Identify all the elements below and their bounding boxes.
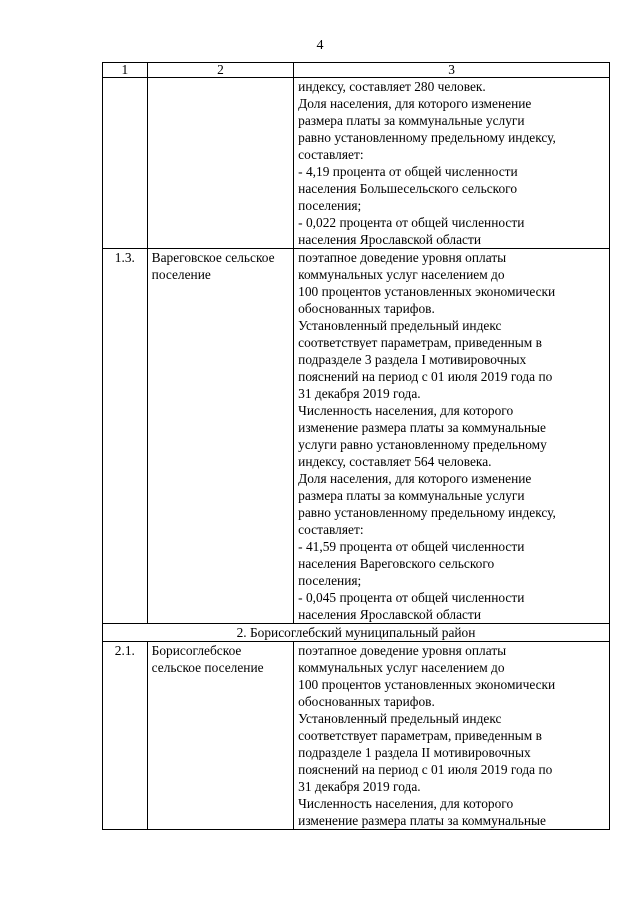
header-col-1: 1 <box>103 63 148 78</box>
description-line: 100 процентов установленных экономически <box>298 284 556 299</box>
settlement-name: Вареговское сельское поселение <box>147 249 293 624</box>
description-line: равно установленному предельному индексу, <box>298 130 556 145</box>
description-line: равно установленному предельному индексу, <box>298 505 556 520</box>
description-line: населения Вареговского сельского <box>298 556 495 571</box>
description-line: составляет: <box>298 147 364 162</box>
description-line: размера платы за коммунальные услуги <box>298 488 525 503</box>
description-line: Численность населения, для которого <box>298 403 514 418</box>
description-line: населения Большесельского сельского <box>298 181 518 196</box>
description-line: 31 декабря 2019 года. <box>298 386 421 401</box>
description-line: поэтапное доведение уровня оплаты <box>298 250 507 265</box>
section-title: 2. Борисоглебский муниципальный район <box>103 624 610 642</box>
section-row <box>103 624 610 642</box>
description-line: населения Ярославской области <box>298 607 481 622</box>
description-line: коммунальных услуг населением до <box>298 267 505 282</box>
table-row <box>103 249 610 624</box>
description-line: услуги равно установленному предельному <box>298 437 547 452</box>
row-number: 1.3. <box>103 249 148 624</box>
description-line: обоснованных тарифов. <box>298 301 435 316</box>
header-col-3: 3 <box>294 63 610 78</box>
description-line: поселения; <box>298 573 362 588</box>
description-line: - 0,022 процента от общей численности <box>298 215 525 230</box>
row-number: 2.1. <box>103 642 148 830</box>
description-line: составляет: <box>298 522 364 537</box>
description-line: пояснений на период с 01 июля 2019 года по <box>298 762 553 777</box>
table-row <box>103 78 610 249</box>
tariff-table <box>102 62 610 830</box>
description-line: обоснованных тарифов. <box>298 694 435 709</box>
description-line: подразделе 1 раздела II мотивировочных <box>298 745 531 760</box>
description-line: - 4,19 процента от общей численности <box>298 164 518 179</box>
description-line: изменение размера платы за коммунальные <box>298 813 546 828</box>
header-col-2: 2 <box>147 63 293 78</box>
description-line: поэтапное доведение уровня оплаты <box>298 643 507 658</box>
description-cell <box>294 78 610 249</box>
settlement-name: Борисоглебское сельское поселение <box>147 642 293 830</box>
description-line: соответствует параметрам, приведенным в <box>298 728 542 743</box>
description-line: Установленный предельный индекс <box>298 318 502 333</box>
description-line: коммунальных услуг населением до <box>298 660 505 675</box>
row-number <box>103 78 148 249</box>
page-number: 4 <box>316 38 324 53</box>
description-line: 100 процентов установленных экономически <box>298 677 556 692</box>
description-cell <box>294 642 610 830</box>
description-line: индексу, составляет 280 человек. <box>298 79 486 94</box>
description-cell <box>294 249 610 624</box>
description-line: соответствует параметрам, приведенным в <box>298 335 542 350</box>
description-line: размера платы за коммунальные услуги <box>298 113 525 128</box>
table-row <box>103 642 610 830</box>
description-line: Установленный предельный индекс <box>298 711 502 726</box>
description-line: - 41,59 процента от общей численности <box>298 539 525 554</box>
description-line: Доля населения, для которого изменение <box>298 471 532 486</box>
description-line: подразделе 3 раздела I мотивировочных <box>298 352 527 367</box>
description-line: населения Ярославской области <box>298 232 481 247</box>
settlement-name <box>147 78 293 249</box>
description-line: 31 декабря 2019 года. <box>298 779 421 794</box>
description-line: индексу, составляет 564 человека. <box>298 454 492 469</box>
description-line: пояснений на период с 01 июля 2019 года по <box>298 369 553 384</box>
description-line: изменение размера платы за коммунальные <box>298 420 546 435</box>
description-line: поселения; <box>298 198 362 213</box>
description-line: Численность населения, для которого <box>298 796 514 811</box>
table-header-row <box>103 63 610 78</box>
description-line: - 0,045 процента от общей численности <box>298 590 525 605</box>
description-line: Доля населения, для которого изменение <box>298 96 532 111</box>
